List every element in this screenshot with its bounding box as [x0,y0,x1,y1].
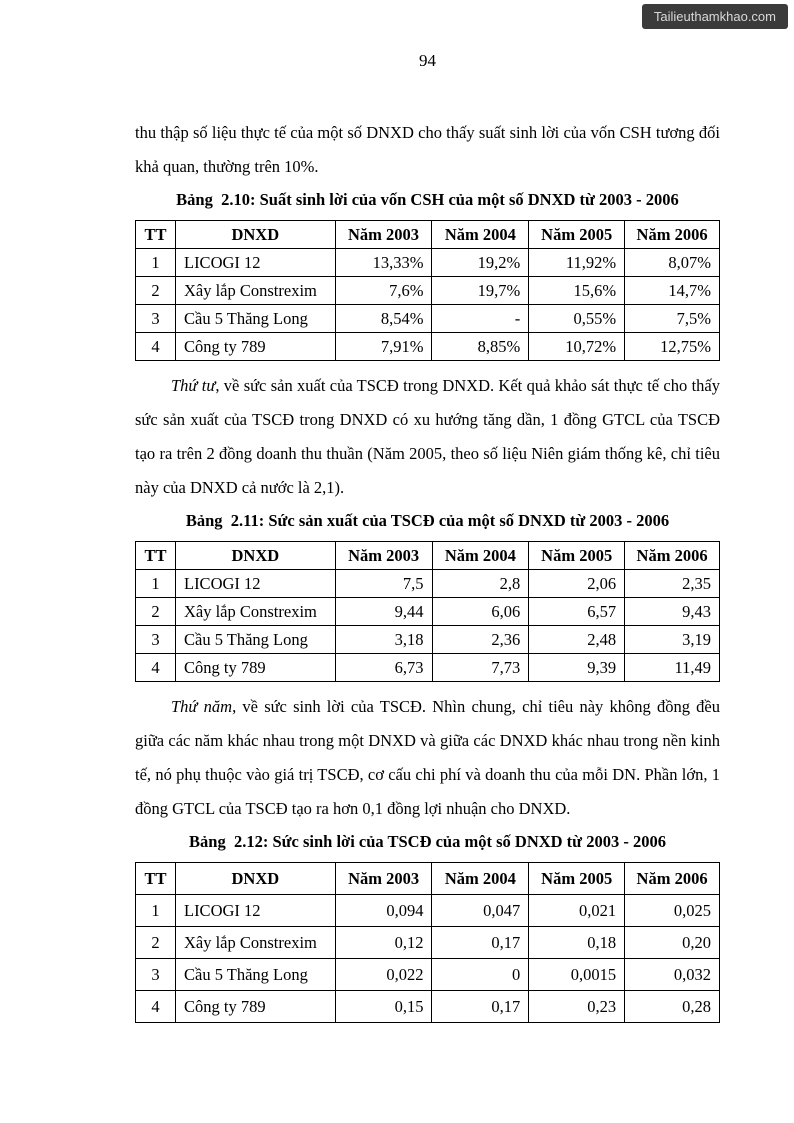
table-cell: 19,2% [432,249,529,277]
table-header-cell: Năm 2006 [625,542,720,570]
table-cell: 1 [136,895,176,927]
table-cell: Cầu 5 Thăng Long [175,959,335,991]
paragraph-text: , về sức sản xuất của TSCĐ trong DNXD. Kết quả khảo sát thực tế cho thấy sức sản xuất của TSCĐ trong DNXD có xu hướng tăng dần, 1 đồng GTCL của TSCĐ tạo ra trên 2 đồng doanh thu thuần (Năm 2005, theo số liệu Niên giám thống kê, chỉ tiêu này của DNXD cả nước là 2,1). [135,376,720,497]
table-cell: LICOGI 12 [175,249,335,277]
table-cell: 3 [136,959,176,991]
table-row [136,277,720,305]
table-cell: 2 [136,598,176,626]
table-header-cell: Năm 2006 [625,221,720,249]
table-row [136,333,720,361]
paragraph-continuation [135,116,720,184]
table-cell: 0,18 [529,927,625,959]
table-cell: Xây lắp Constrexim [175,277,335,305]
table-cell: 3,19 [625,626,720,654]
table-caption-bang-2-10: Bảng 2.10: Suất sinh lời của vốn CSH của một số DNXD từ 2003 - 2006 [176,190,679,209]
table-cell: 19,7% [432,277,529,305]
table-cell: Cầu 5 Thăng Long [175,305,335,333]
table-cell: 0,15 [335,991,432,1023]
table-header-cell: Năm 2004 [432,542,529,570]
paragraph-thu-nam [135,690,720,826]
table-cell: Công ty 789 [175,991,335,1023]
table-cell: 0,094 [335,895,432,927]
table-cell: 7,73 [432,654,529,682]
table-row [136,570,720,598]
table-row [136,305,720,333]
table-cell: 3,18 [335,626,432,654]
table-cell: 2,35 [625,570,720,598]
table-cell: 0,23 [529,991,625,1023]
table-cell: LICOGI 12 [175,895,335,927]
table-cell: 0,17 [432,927,529,959]
table-cell: 10,72% [529,333,625,361]
table-cell: 0,022 [335,959,432,991]
table-bang-2-11 [135,541,720,682]
table-cell: 7,91% [335,333,432,361]
table-bang-2-10 [135,220,720,361]
table-caption-bang-2-12: Bảng 2.12: Sức sinh lời của TSCĐ của một số DNXD từ 2003 - 2006 [189,832,666,851]
paragraph-text: thu thập số liệu thực tế của một số DNXD cho thấy suất sinh lời của vốn CSH tương đối khả quan, thường trên 10%. [135,123,720,176]
table-cell: 0,20 [625,927,720,959]
table-cell: 4 [136,654,176,682]
table-cell: 4 [136,333,176,361]
table-cell: 0,021 [529,895,625,927]
table-row [136,249,720,277]
table-cell: Công ty 789 [175,333,335,361]
table-cell: 0 [432,959,529,991]
table-cell: 0,12 [335,927,432,959]
table-header-cell: Năm 2005 [529,542,625,570]
table-header-cell: DNXD [175,221,335,249]
table-cell: Xây lắp Constrexim [175,598,335,626]
table-header-cell: TT [136,542,176,570]
table-cell: 7,5 [335,570,432,598]
table-cell: 2 [136,277,176,305]
table-cell: 14,7% [625,277,720,305]
table-cell: 8,85% [432,333,529,361]
table-header-row [136,221,720,249]
paragraph-lead-italic: Thứ năm [171,697,233,716]
table-header-row [136,542,720,570]
table-cell: 4 [136,991,176,1023]
table-header-cell: DNXD [175,863,335,895]
table-bang-2-12 [135,862,720,1023]
table-header-cell: Năm 2003 [335,542,432,570]
paragraph-text: , về sức sinh lời của TSCĐ. Nhìn chung, chỉ tiêu này không đồng đều giữa các năm khác nhau trong một DNXD và giữa các DNXD khác nhau trong nền kinh tế, nó phụ thuộc vào giá trị TSCĐ, cơ cấu chi phí và doanh thu của mỗi DN. Phần lớn, 1 đồng GTCL của TSCĐ tạo ra hơn 0,1 đồng lợi nhuận cho DNXD. [135,697,720,818]
table-caption-bang-2-11: Bảng 2.11: Sức sản xuất của TSCĐ của một số DNXD từ 2003 - 2006 [185,511,670,530]
table-cell: 8,54% [335,305,432,333]
table-row [136,895,720,927]
table-cell: 0,28 [625,991,720,1023]
table-row [136,927,720,959]
table-cell: 9,39 [529,654,625,682]
table-row [136,654,720,682]
table-cell: - [432,305,529,333]
paragraph-thu-tu [135,369,720,505]
table-cell: 11,49 [625,654,720,682]
table-cell: Cầu 5 Thăng Long [175,626,335,654]
table-cell: 7,5% [625,305,720,333]
table-cell: 15,6% [529,277,625,305]
table-cell: 9,43 [625,598,720,626]
table-row [136,598,720,626]
table-row [136,959,720,991]
table-cell: LICOGI 12 [175,570,335,598]
table-header-cell: TT [136,863,176,895]
table-header-cell: Năm 2003 [335,221,432,249]
paragraph-lead-italic: Thứ tư [171,376,216,395]
table-cell: 0,55% [529,305,625,333]
table-cell: 3 [136,626,176,654]
table-cell: 6,73 [335,654,432,682]
table-header-cell: Năm 2004 [432,221,529,249]
table-row [136,626,720,654]
table-cell: 2,36 [432,626,529,654]
table-cell: Xây lắp Constrexim [175,927,335,959]
table-cell: 0,025 [625,895,720,927]
page-number: 94 [419,51,436,70]
table-cell: 2,8 [432,570,529,598]
table-cell: 0,032 [625,959,720,991]
table-cell: 7,6% [335,277,432,305]
table-cell: 1 [136,249,176,277]
table-header-row [136,863,720,895]
table-cell: 13,33% [335,249,432,277]
table-cell: 8,07% [625,249,720,277]
table-cell: 0,17 [432,991,529,1023]
table-header-cell: Năm 2003 [335,863,432,895]
table-header-cell: DNXD [175,542,335,570]
table-cell: 2 [136,927,176,959]
table-row [136,991,720,1023]
table-cell: 0,0015 [529,959,625,991]
table-cell: 6,57 [529,598,625,626]
table-header-cell: TT [136,221,176,249]
table-header-cell: Năm 2005 [529,221,625,249]
table-cell: 11,92% [529,249,625,277]
table-header-cell: Năm 2005 [529,863,625,895]
document-page [135,0,720,1023]
table-cell: 1 [136,570,176,598]
table-cell: 6,06 [432,598,529,626]
table-cell: 9,44 [335,598,432,626]
table-cell: 2,06 [529,570,625,598]
table-cell: 2,48 [529,626,625,654]
table-header-cell: Năm 2006 [625,863,720,895]
table-cell: 3 [136,305,176,333]
table-cell: 12,75% [625,333,720,361]
table-cell: Công ty 789 [175,654,335,682]
site-watermark-link[interactable]: Tailieuthamkhao.com [642,4,788,29]
table-header-cell: Năm 2004 [432,863,529,895]
table-cell: 0,047 [432,895,529,927]
